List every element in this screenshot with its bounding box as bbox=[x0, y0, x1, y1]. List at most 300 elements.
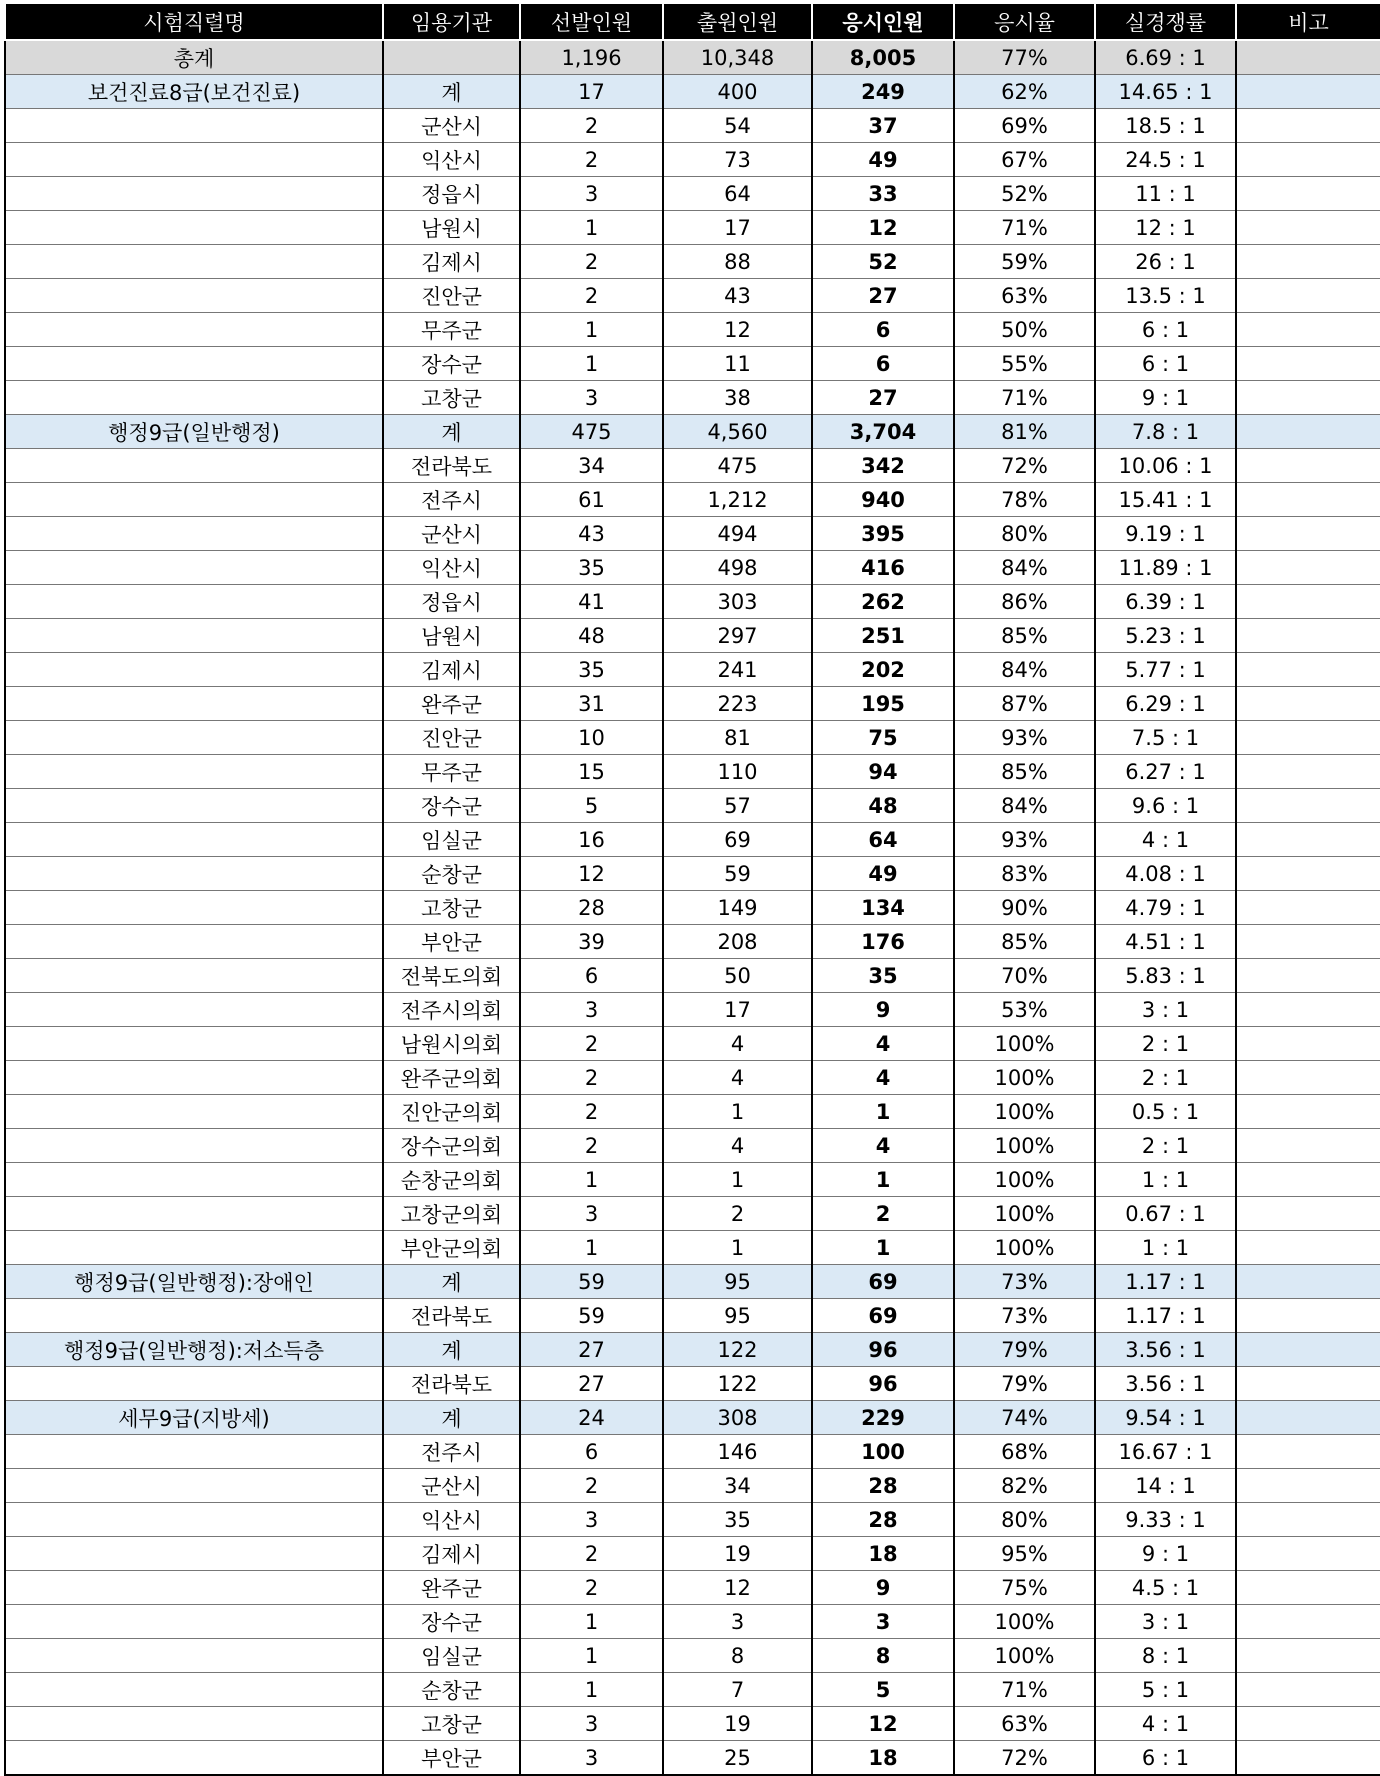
attendance-rate-cell: 83% bbox=[954, 857, 1095, 891]
competition-rate-cell: 14 : 1 bbox=[1095, 1469, 1236, 1503]
competition-rate-cell: 3.56 : 1 bbox=[1095, 1367, 1236, 1401]
competition-rate-cell: 1 : 1 bbox=[1095, 1231, 1236, 1265]
selected-cell: 3 bbox=[520, 177, 663, 211]
examinees-cell: 195 bbox=[812, 687, 954, 721]
attendance-rate-cell: 67% bbox=[954, 143, 1095, 177]
exam-series-cell bbox=[5, 1707, 383, 1741]
agency-cell: 계 bbox=[383, 1333, 520, 1367]
remarks-cell bbox=[1236, 449, 1380, 483]
remarks-cell bbox=[1236, 1163, 1380, 1197]
agency-cell: 임실군 bbox=[383, 1639, 520, 1673]
header-applicants: 출원인원 bbox=[663, 4, 812, 40]
exam-series-cell bbox=[5, 1537, 383, 1571]
agency-cell: 전북도의회 bbox=[383, 959, 520, 993]
examinees-cell: 4 bbox=[812, 1027, 954, 1061]
exam-series-cell bbox=[5, 245, 383, 279]
remarks-cell bbox=[1236, 143, 1380, 177]
agency-cell: 전주시 bbox=[383, 483, 520, 517]
recruitment-table bbox=[4, 4, 1380, 1776]
competition-rate-cell: 1.17 : 1 bbox=[1095, 1299, 1236, 1333]
agency-cell: 익산시 bbox=[383, 551, 520, 585]
exam-series-cell bbox=[5, 585, 383, 619]
agency-cell: 임실군 bbox=[383, 823, 520, 857]
attendance-rate-cell: 93% bbox=[954, 823, 1095, 857]
competition-rate-cell: 14.65 : 1 bbox=[1095, 75, 1236, 109]
selected-cell: 3 bbox=[520, 1707, 663, 1741]
competition-rate-cell: 9 : 1 bbox=[1095, 1537, 1236, 1571]
exam-series-cell bbox=[5, 1061, 383, 1095]
selected-cell: 2 bbox=[520, 1027, 663, 1061]
applicants-cell: 10,348 bbox=[663, 40, 812, 75]
attendance-rate-cell: 80% bbox=[954, 1503, 1095, 1537]
applicants-cell: 38 bbox=[663, 381, 812, 415]
selected-cell: 41 bbox=[520, 585, 663, 619]
table-row bbox=[5, 245, 1380, 279]
examinees-cell: 27 bbox=[812, 279, 954, 313]
agency-cell: 계 bbox=[383, 1401, 520, 1435]
agency-cell: 완주군 bbox=[383, 1571, 520, 1605]
applicants-cell: 95 bbox=[663, 1265, 812, 1299]
examinees-cell: 2 bbox=[812, 1197, 954, 1231]
table-row bbox=[5, 1231, 1380, 1265]
examinees-cell: 96 bbox=[812, 1367, 954, 1401]
examinees-cell: 134 bbox=[812, 891, 954, 925]
attendance-rate-cell: 52% bbox=[954, 177, 1095, 211]
table-row bbox=[5, 211, 1380, 245]
competition-rate-cell: 3 : 1 bbox=[1095, 1605, 1236, 1639]
applicants-cell: 297 bbox=[663, 619, 812, 653]
attendance-rate-cell: 72% bbox=[954, 1741, 1095, 1776]
attendance-rate-cell: 63% bbox=[954, 1707, 1095, 1741]
competition-rate-cell: 3 : 1 bbox=[1095, 993, 1236, 1027]
attendance-rate-cell: 86% bbox=[954, 585, 1095, 619]
selected-cell: 1 bbox=[520, 1673, 663, 1707]
attendance-rate-cell: 82% bbox=[954, 1469, 1095, 1503]
selected-cell: 6 bbox=[520, 1435, 663, 1469]
remarks-cell bbox=[1236, 1231, 1380, 1265]
examinees-cell: 6 bbox=[812, 313, 954, 347]
applicants-cell: 400 bbox=[663, 75, 812, 109]
examinees-cell: 202 bbox=[812, 653, 954, 687]
applicants-cell: 25 bbox=[663, 1741, 812, 1776]
remarks-cell bbox=[1236, 1095, 1380, 1129]
exam-series-cell bbox=[5, 789, 383, 823]
competition-rate-cell: 13.5 : 1 bbox=[1095, 279, 1236, 313]
exam-series-cell bbox=[5, 1435, 383, 1469]
examinees-cell: 27 bbox=[812, 381, 954, 415]
header-attendance-rate: 응시율 bbox=[954, 4, 1095, 40]
remarks-cell bbox=[1236, 1639, 1380, 1673]
remarks-cell bbox=[1236, 517, 1380, 551]
selected-cell: 2 bbox=[520, 1095, 663, 1129]
exam-series-cell bbox=[5, 1605, 383, 1639]
examinees-cell: 4 bbox=[812, 1129, 954, 1163]
table-header-row bbox=[5, 4, 1380, 40]
attendance-rate-cell: 71% bbox=[954, 381, 1095, 415]
remarks-cell bbox=[1236, 619, 1380, 653]
header-examinees: 응시인원 bbox=[812, 4, 954, 40]
applicants-cell: 35 bbox=[663, 1503, 812, 1537]
attendance-rate-cell: 81% bbox=[954, 415, 1095, 449]
remarks-cell bbox=[1236, 585, 1380, 619]
applicants-cell: 17 bbox=[663, 211, 812, 245]
group-subtotal-row bbox=[5, 1265, 1380, 1299]
agency-cell: 김제시 bbox=[383, 653, 520, 687]
competition-rate-cell: 26 : 1 bbox=[1095, 245, 1236, 279]
total-row bbox=[5, 40, 1380, 75]
exam-series-cell bbox=[5, 109, 383, 143]
agency-cell: 정읍시 bbox=[383, 177, 520, 211]
examinees-cell: 176 bbox=[812, 925, 954, 959]
agency-cell: 부안군 bbox=[383, 1741, 520, 1776]
agency-cell: 부안군의회 bbox=[383, 1231, 520, 1265]
attendance-rate-cell: 50% bbox=[954, 313, 1095, 347]
applicants-cell: 17 bbox=[663, 993, 812, 1027]
attendance-rate-cell: 84% bbox=[954, 789, 1095, 823]
applicants-cell: 475 bbox=[663, 449, 812, 483]
attendance-rate-cell: 55% bbox=[954, 347, 1095, 381]
agency-cell: 계 bbox=[383, 415, 520, 449]
examinees-cell: 5 bbox=[812, 1673, 954, 1707]
selected-cell: 34 bbox=[520, 449, 663, 483]
group-subtotal-row bbox=[5, 75, 1380, 109]
group-subtotal-row bbox=[5, 1333, 1380, 1367]
remarks-cell bbox=[1236, 1197, 1380, 1231]
attendance-rate-cell: 75% bbox=[954, 1571, 1095, 1605]
applicants-cell: 208 bbox=[663, 925, 812, 959]
table-row bbox=[5, 789, 1380, 823]
applicants-cell: 223 bbox=[663, 687, 812, 721]
table-row bbox=[5, 1741, 1380, 1776]
agency-cell: 고창군 bbox=[383, 1707, 520, 1741]
selected-cell: 35 bbox=[520, 551, 663, 585]
competition-rate-cell: 9.54 : 1 bbox=[1095, 1401, 1236, 1435]
header-agency: 임용기관 bbox=[383, 4, 520, 40]
remarks-cell bbox=[1236, 1707, 1380, 1741]
applicants-cell: 8 bbox=[663, 1639, 812, 1673]
remarks-cell bbox=[1236, 1469, 1380, 1503]
agency-cell bbox=[383, 40, 520, 75]
table-row bbox=[5, 1639, 1380, 1673]
selected-cell: 39 bbox=[520, 925, 663, 959]
agency-cell: 장수군의회 bbox=[383, 1129, 520, 1163]
selected-cell: 28 bbox=[520, 891, 663, 925]
remarks-cell bbox=[1236, 313, 1380, 347]
table-row bbox=[5, 1605, 1380, 1639]
table-row bbox=[5, 381, 1380, 415]
applicants-cell: 308 bbox=[663, 1401, 812, 1435]
selected-cell: 2 bbox=[520, 1537, 663, 1571]
remarks-cell bbox=[1236, 1333, 1380, 1367]
remarks-cell bbox=[1236, 551, 1380, 585]
table-row bbox=[5, 619, 1380, 653]
remarks-cell bbox=[1236, 40, 1380, 75]
selected-cell: 1 bbox=[520, 1605, 663, 1639]
exam-series-cell bbox=[5, 1027, 383, 1061]
agency-cell: 계 bbox=[383, 75, 520, 109]
table-row bbox=[5, 449, 1380, 483]
examinees-cell: 96 bbox=[812, 1333, 954, 1367]
competition-rate-cell: 18.5 : 1 bbox=[1095, 109, 1236, 143]
selected-cell: 1 bbox=[520, 313, 663, 347]
examinees-cell: 1 bbox=[812, 1095, 954, 1129]
attendance-rate-cell: 100% bbox=[954, 1027, 1095, 1061]
competition-rate-cell: 7.8 : 1 bbox=[1095, 415, 1236, 449]
applicants-cell: 7 bbox=[663, 1673, 812, 1707]
exam-series-cell bbox=[5, 483, 383, 517]
selected-cell: 31 bbox=[520, 687, 663, 721]
exam-series-cell bbox=[5, 925, 383, 959]
examinees-cell: 395 bbox=[812, 517, 954, 551]
attendance-rate-cell: 73% bbox=[954, 1265, 1095, 1299]
examinees-cell: 64 bbox=[812, 823, 954, 857]
examinees-cell: 6 bbox=[812, 347, 954, 381]
exam-series-cell bbox=[5, 891, 383, 925]
competition-rate-cell: 5.23 : 1 bbox=[1095, 619, 1236, 653]
selected-cell: 3 bbox=[520, 1741, 663, 1776]
applicants-cell: 4 bbox=[663, 1061, 812, 1095]
table-row bbox=[5, 1163, 1380, 1197]
examinees-cell: 12 bbox=[812, 211, 954, 245]
table-row bbox=[5, 483, 1380, 517]
applicants-cell: 2 bbox=[663, 1197, 812, 1231]
selected-cell: 2 bbox=[520, 1129, 663, 1163]
remarks-cell bbox=[1236, 1061, 1380, 1095]
attendance-rate-cell: 87% bbox=[954, 687, 1095, 721]
agency-cell: 고창군의회 bbox=[383, 1197, 520, 1231]
selected-cell: 27 bbox=[520, 1367, 663, 1401]
exam-series-cell bbox=[5, 211, 383, 245]
attendance-rate-cell: 71% bbox=[954, 211, 1095, 245]
remarks-cell bbox=[1236, 381, 1380, 415]
remarks-cell bbox=[1236, 687, 1380, 721]
examinees-cell: 37 bbox=[812, 109, 954, 143]
agency-cell: 전라북도 bbox=[383, 1367, 520, 1401]
selected-cell: 6 bbox=[520, 959, 663, 993]
agency-cell: 진안군 bbox=[383, 721, 520, 755]
table-row bbox=[5, 279, 1380, 313]
agency-cell: 장수군 bbox=[383, 1605, 520, 1639]
exam-series-cell bbox=[5, 449, 383, 483]
selected-cell: 12 bbox=[520, 857, 663, 891]
remarks-cell bbox=[1236, 483, 1380, 517]
competition-rate-cell: 4.08 : 1 bbox=[1095, 857, 1236, 891]
competition-rate-cell: 6 : 1 bbox=[1095, 313, 1236, 347]
selected-cell: 3 bbox=[520, 381, 663, 415]
applicants-cell: 146 bbox=[663, 1435, 812, 1469]
competition-rate-cell: 9 : 1 bbox=[1095, 381, 1236, 415]
remarks-cell bbox=[1236, 721, 1380, 755]
competition-rate-cell: 10.06 : 1 bbox=[1095, 449, 1236, 483]
applicants-cell: 34 bbox=[663, 1469, 812, 1503]
table-row bbox=[5, 313, 1380, 347]
examinees-cell: 48 bbox=[812, 789, 954, 823]
attendance-rate-cell: 85% bbox=[954, 925, 1095, 959]
examinees-cell: 3 bbox=[812, 1605, 954, 1639]
selected-cell: 27 bbox=[520, 1333, 663, 1367]
attendance-rate-cell: 62% bbox=[954, 75, 1095, 109]
examinees-cell: 75 bbox=[812, 721, 954, 755]
examinees-cell: 69 bbox=[812, 1265, 954, 1299]
table-row bbox=[5, 687, 1380, 721]
applicants-cell: 122 bbox=[663, 1367, 812, 1401]
applicants-cell: 12 bbox=[663, 313, 812, 347]
remarks-cell bbox=[1236, 1605, 1380, 1639]
table-row bbox=[5, 143, 1380, 177]
attendance-rate-cell: 84% bbox=[954, 653, 1095, 687]
applicants-cell: 57 bbox=[663, 789, 812, 823]
remarks-cell bbox=[1236, 279, 1380, 313]
applicants-cell: 4 bbox=[663, 1129, 812, 1163]
selected-cell: 2 bbox=[520, 1469, 663, 1503]
competition-rate-cell: 5.77 : 1 bbox=[1095, 653, 1236, 687]
selected-cell: 1 bbox=[520, 1639, 663, 1673]
examinees-cell: 35 bbox=[812, 959, 954, 993]
competition-rate-cell: 2 : 1 bbox=[1095, 1061, 1236, 1095]
selected-cell: 10 bbox=[520, 721, 663, 755]
agency-cell: 정읍시 bbox=[383, 585, 520, 619]
examinees-cell: 416 bbox=[812, 551, 954, 585]
remarks-cell bbox=[1236, 1571, 1380, 1605]
applicants-cell: 149 bbox=[663, 891, 812, 925]
remarks-cell bbox=[1236, 109, 1380, 143]
attendance-rate-cell: 73% bbox=[954, 1299, 1095, 1333]
competition-rate-cell: 2 : 1 bbox=[1095, 1027, 1236, 1061]
competition-rate-cell: 7.5 : 1 bbox=[1095, 721, 1236, 755]
remarks-cell bbox=[1236, 1129, 1380, 1163]
agency-cell: 전주시 bbox=[383, 1435, 520, 1469]
attendance-rate-cell: 100% bbox=[954, 1095, 1095, 1129]
exam-series-cell bbox=[5, 347, 383, 381]
exam-series-cell bbox=[5, 279, 383, 313]
agency-cell: 전라북도 bbox=[383, 1299, 520, 1333]
attendance-rate-cell: 80% bbox=[954, 517, 1095, 551]
remarks-cell bbox=[1236, 891, 1380, 925]
remarks-cell bbox=[1236, 653, 1380, 687]
remarks-cell bbox=[1236, 1265, 1380, 1299]
agency-cell: 진안군의회 bbox=[383, 1095, 520, 1129]
applicants-cell: 64 bbox=[663, 177, 812, 211]
exam-series-cell bbox=[5, 721, 383, 755]
table-row bbox=[5, 653, 1380, 687]
applicants-cell: 3 bbox=[663, 1605, 812, 1639]
attendance-rate-cell: 84% bbox=[954, 551, 1095, 585]
exam-series-cell bbox=[5, 313, 383, 347]
applicants-cell: 4 bbox=[663, 1027, 812, 1061]
agency-cell: 익산시 bbox=[383, 1503, 520, 1537]
competition-rate-cell: 0.67 : 1 bbox=[1095, 1197, 1236, 1231]
remarks-cell bbox=[1236, 1401, 1380, 1435]
table-row bbox=[5, 177, 1380, 211]
applicants-cell: 88 bbox=[663, 245, 812, 279]
applicants-cell: 303 bbox=[663, 585, 812, 619]
header-remarks: 비고 bbox=[1236, 4, 1380, 40]
exam-series-cell bbox=[5, 1095, 383, 1129]
table-row bbox=[5, 585, 1380, 619]
competition-rate-cell: 4.51 : 1 bbox=[1095, 925, 1236, 959]
applicants-cell: 69 bbox=[663, 823, 812, 857]
table-row bbox=[5, 1061, 1380, 1095]
selected-cell: 1,196 bbox=[520, 40, 663, 75]
table-row bbox=[5, 1367, 1380, 1401]
header-exam-series: 시험직렬명 bbox=[5, 4, 383, 40]
attendance-rate-cell: 90% bbox=[954, 891, 1095, 925]
exam-series-cell bbox=[5, 1571, 383, 1605]
competition-rate-cell: 9.6 : 1 bbox=[1095, 789, 1236, 823]
table-row bbox=[5, 1095, 1380, 1129]
agency-cell: 김제시 bbox=[383, 1537, 520, 1571]
table-row bbox=[5, 1197, 1380, 1231]
attendance-rate-cell: 79% bbox=[954, 1367, 1095, 1401]
examinees-cell: 28 bbox=[812, 1469, 954, 1503]
agency-cell: 무주군 bbox=[383, 755, 520, 789]
examinees-cell: 18 bbox=[812, 1537, 954, 1571]
examinees-cell: 3,704 bbox=[812, 415, 954, 449]
table-row bbox=[5, 1707, 1380, 1741]
table-row bbox=[5, 517, 1380, 551]
applicants-cell: 54 bbox=[663, 109, 812, 143]
attendance-rate-cell: 100% bbox=[954, 1061, 1095, 1095]
attendance-rate-cell: 85% bbox=[954, 619, 1095, 653]
examinees-cell: 9 bbox=[812, 993, 954, 1027]
applicants-cell: 11 bbox=[663, 347, 812, 381]
selected-cell: 43 bbox=[520, 517, 663, 551]
competition-rate-cell: 6 : 1 bbox=[1095, 347, 1236, 381]
competition-rate-cell: 6.39 : 1 bbox=[1095, 585, 1236, 619]
table-row bbox=[5, 721, 1380, 755]
agency-cell: 고창군 bbox=[383, 891, 520, 925]
table-row bbox=[5, 109, 1380, 143]
examinees-cell: 18 bbox=[812, 1741, 954, 1776]
remarks-cell bbox=[1236, 959, 1380, 993]
exam-series-cell bbox=[5, 1163, 383, 1197]
applicants-cell: 12 bbox=[663, 1571, 812, 1605]
applicants-cell: 110 bbox=[663, 755, 812, 789]
table-row bbox=[5, 823, 1380, 857]
selected-cell: 3 bbox=[520, 1197, 663, 1231]
examinees-cell: 100 bbox=[812, 1435, 954, 1469]
selected-cell: 475 bbox=[520, 415, 663, 449]
remarks-cell bbox=[1236, 1503, 1380, 1537]
competition-rate-cell: 24.5 : 1 bbox=[1095, 143, 1236, 177]
competition-rate-cell: 4.79 : 1 bbox=[1095, 891, 1236, 925]
agency-cell: 남원시 bbox=[383, 619, 520, 653]
exam-series-cell bbox=[5, 755, 383, 789]
selected-cell: 2 bbox=[520, 143, 663, 177]
competition-rate-cell: 4 : 1 bbox=[1095, 823, 1236, 857]
agency-cell: 익산시 bbox=[383, 143, 520, 177]
remarks-cell bbox=[1236, 1027, 1380, 1061]
competition-rate-cell: 6.29 : 1 bbox=[1095, 687, 1236, 721]
exam-series-cell bbox=[5, 177, 383, 211]
table-row bbox=[5, 891, 1380, 925]
examinees-cell: 249 bbox=[812, 75, 954, 109]
selected-cell: 2 bbox=[520, 245, 663, 279]
exam-series-cell bbox=[5, 1741, 383, 1776]
table-row bbox=[5, 959, 1380, 993]
group-subtotal-row bbox=[5, 1401, 1380, 1435]
remarks-cell bbox=[1236, 245, 1380, 279]
agency-cell: 남원시 bbox=[383, 211, 520, 245]
table-row bbox=[5, 925, 1380, 959]
exam-series-cell bbox=[5, 1469, 383, 1503]
applicants-cell: 1 bbox=[663, 1163, 812, 1197]
selected-cell: 15 bbox=[520, 755, 663, 789]
exam-series-cell bbox=[5, 381, 383, 415]
remarks-cell bbox=[1236, 755, 1380, 789]
agency-cell: 무주군 bbox=[383, 313, 520, 347]
remarks-cell bbox=[1236, 75, 1380, 109]
